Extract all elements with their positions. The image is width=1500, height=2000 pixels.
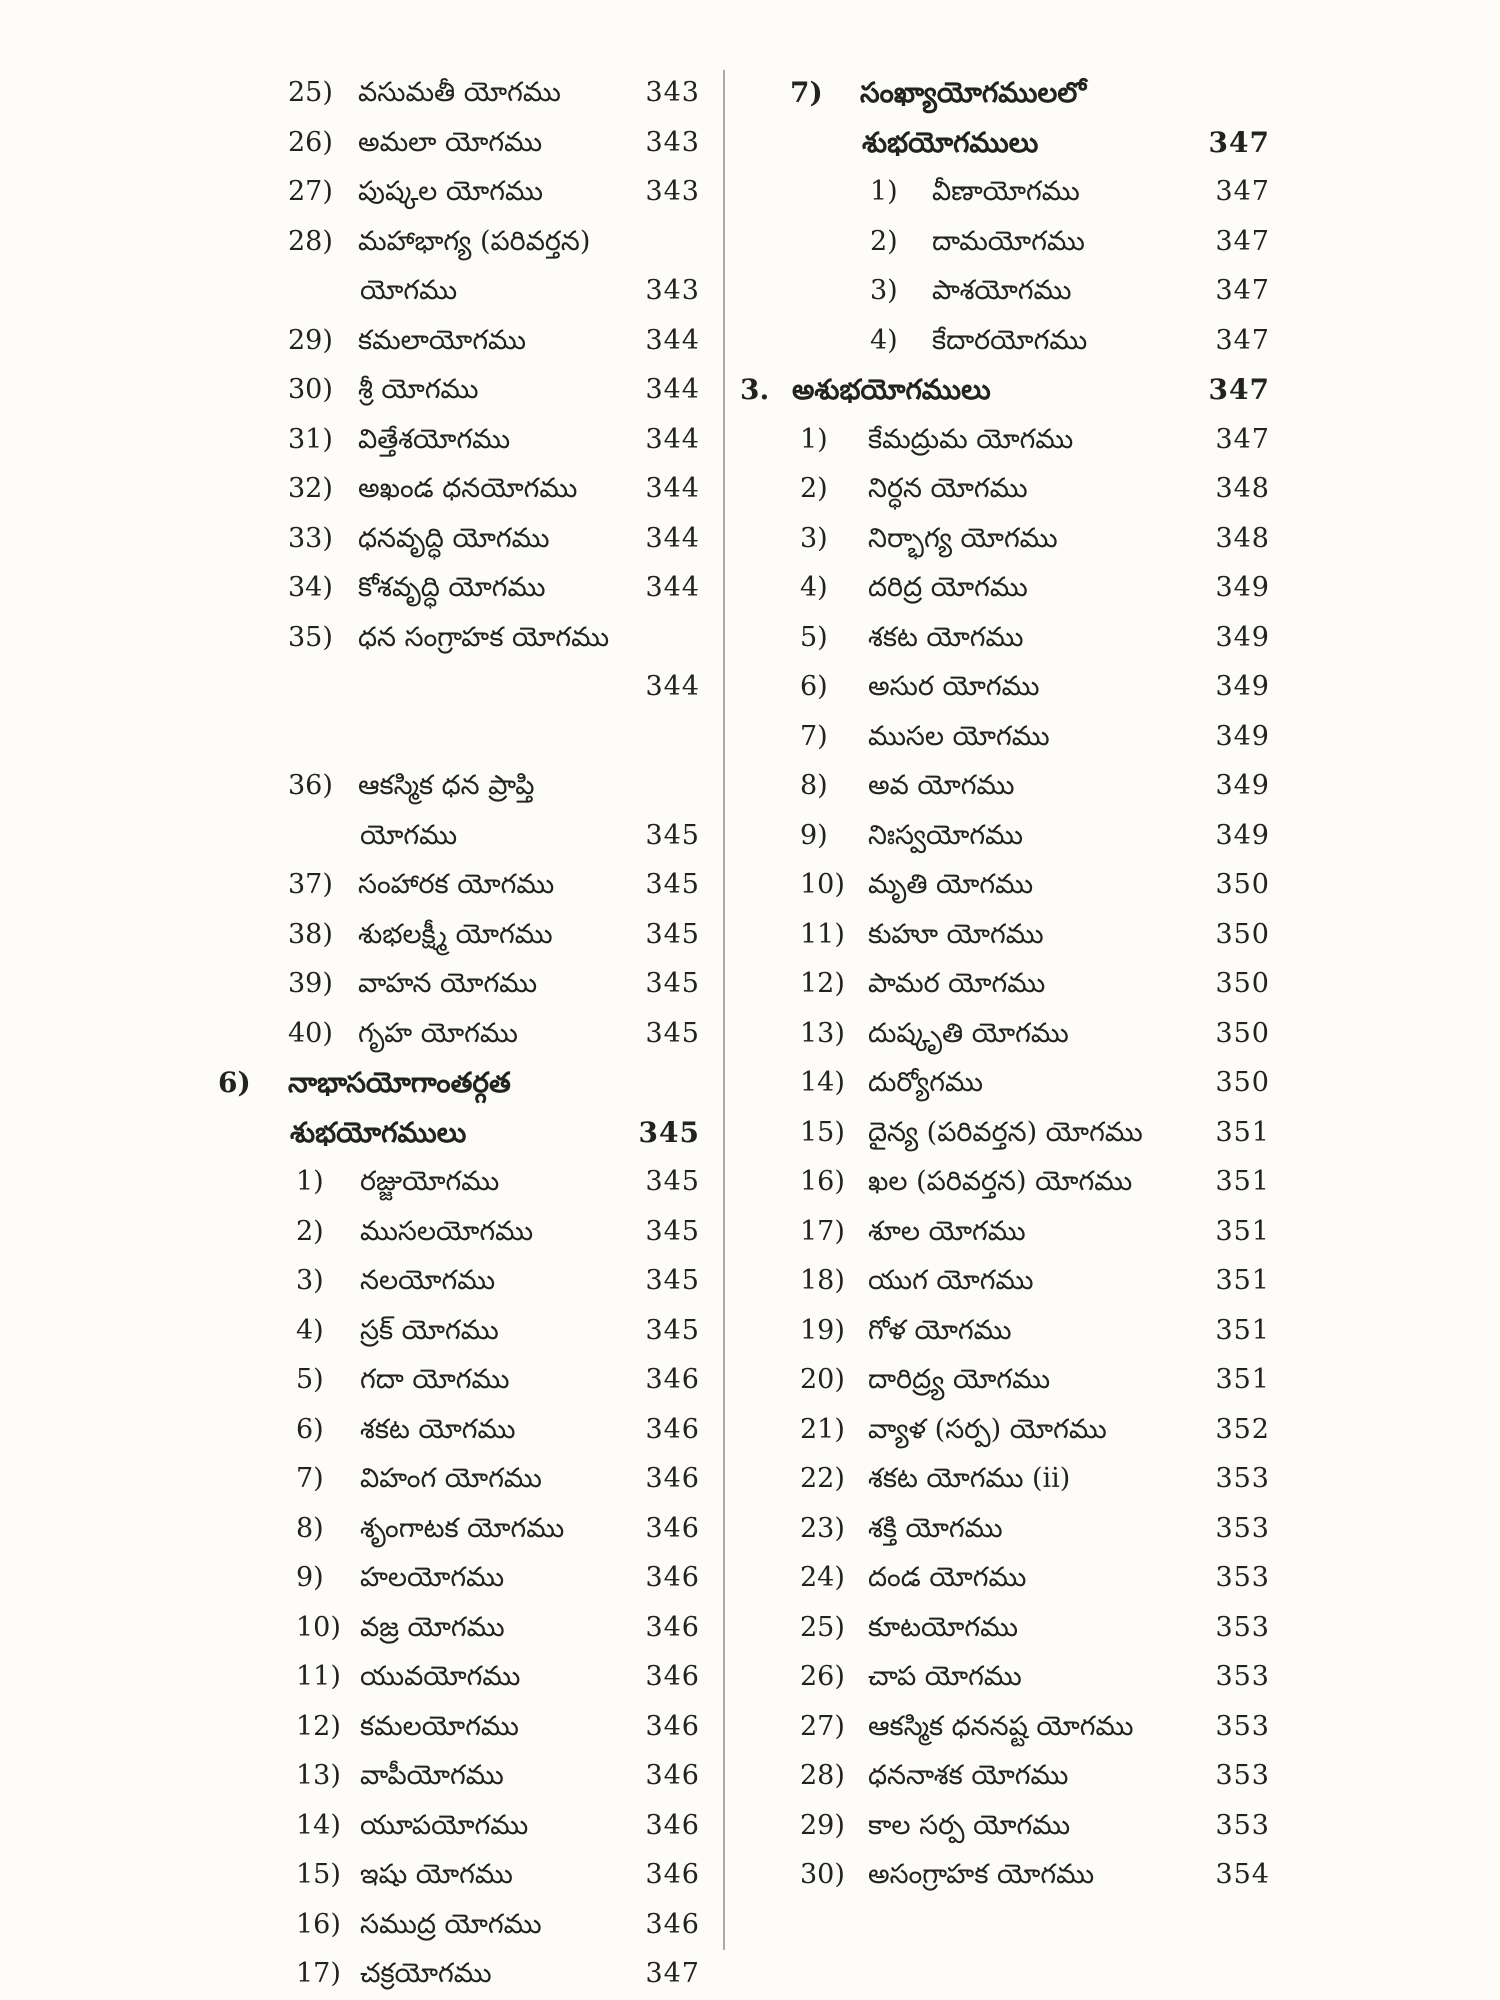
toc-entry: [200, 1504, 700, 1554]
entry-number: 31): [288, 423, 333, 455]
entry-page: 350: [1215, 869, 1270, 900]
entry-title: నిఃస్వయోగము: [868, 819, 1024, 851]
entry-page: 349: [1215, 770, 1270, 801]
entry-page: 354: [1215, 1859, 1270, 1890]
entry-number: 28): [800, 1760, 845, 1791]
entry-title: కమలాయోగము: [358, 324, 526, 356]
toc-entry: [740, 1355, 1270, 1405]
toc-entry: [200, 464, 700, 514]
toc-entry: [200, 1157, 700, 1207]
toc-entry: [740, 613, 1270, 663]
entry-number: 11): [800, 918, 845, 950]
entry-title: శ్రీ యోగము: [358, 374, 479, 405]
toc-entry: [200, 959, 700, 1009]
entry-title: పాశయోగము: [932, 275, 1072, 306]
entry-title: రజ్జుయోగము: [360, 1166, 500, 1197]
entry-page: 351: [1215, 1116, 1270, 1148]
toc-entry: [740, 761, 1270, 811]
entry-title: ఖల (పరివర్తన) యోగము: [868, 1166, 1133, 1197]
entry-title: ఆకస్మిక ధననష్ట యోగము: [868, 1710, 1134, 1742]
entry-number: 34): [288, 572, 333, 603]
toc-entry: [740, 464, 1270, 514]
section-number: 3.: [740, 373, 770, 406]
entry-page: 344: [645, 473, 700, 504]
entry-page: 344: [645, 572, 700, 603]
entry-title: విత్తేశయోగము: [358, 423, 511, 455]
entry-number: 3): [296, 1265, 324, 1296]
entry-number: 27): [800, 1710, 845, 1742]
entry-page: 349: [1215, 621, 1270, 653]
entry-page: 351: [1215, 1265, 1270, 1296]
entry-number: 2): [800, 473, 828, 504]
toc-entry: [740, 1405, 1270, 1455]
entry-number: 25): [288, 77, 333, 108]
entry-number: 26): [800, 1661, 845, 1692]
entry-number: 2): [870, 225, 898, 257]
section-page: 347: [1208, 125, 1270, 159]
toc-entry: [200, 613, 700, 663]
toc-entry: [740, 959, 1270, 1009]
toc-entry: [740, 1702, 1270, 1752]
entry-number: 22): [800, 1463, 845, 1494]
entry-page: 345: [645, 1265, 700, 1296]
entry-page: 348: [1215, 473, 1270, 504]
toc-entry: [200, 1306, 700, 1356]
toc-entry: [740, 1652, 1270, 1702]
left-column: [200, 68, 700, 1999]
entry-title: కాల సర్ప యోగము: [868, 1809, 1071, 1841]
toc-entry: [740, 662, 1270, 712]
entry-number: 7): [800, 720, 828, 752]
entry-title: దుష్కృతి యోగము: [868, 1017, 1069, 1049]
entry-page: 345: [645, 1314, 700, 1346]
entry-page: 347: [1215, 423, 1270, 455]
entry-number: 23): [800, 1512, 845, 1544]
entry-title: వసుమతీ యోగము: [358, 77, 561, 108]
column-divider: [723, 70, 725, 1950]
entry-number: 5): [800, 621, 828, 653]
entry-number: 32): [288, 473, 333, 504]
entry-page: 352: [1215, 1413, 1270, 1445]
entry-title: ధననాశక యోగము: [868, 1760, 1069, 1791]
entry-number: 4): [870, 324, 898, 356]
entry-page: 345: [645, 869, 700, 900]
toc-entry: [200, 1900, 700, 1950]
section-heading: [740, 68, 1270, 118]
toc-entry-continued: [200, 811, 700, 861]
toc-entry: [200, 910, 700, 960]
entry-title: దరిద్ర యోగము: [868, 572, 1028, 603]
entry-number: 28): [288, 225, 333, 257]
entry-number: 30): [800, 1859, 845, 1890]
entry-title: దండ యోగము: [868, 1562, 1027, 1593]
toc-entry: [740, 860, 1270, 910]
entry-title: ఆకస్మిక ధన ప్రాప్తి: [358, 770, 535, 801]
entry-page: 345: [645, 968, 700, 999]
entry-page: 344: [645, 671, 700, 702]
entry-page: 351: [1215, 1166, 1270, 1197]
entry-number: 27): [288, 176, 333, 207]
entry-page: 353: [1215, 1710, 1270, 1742]
entry-title: హలయోగము: [360, 1562, 505, 1593]
entry-page: 351: [1215, 1314, 1270, 1346]
entry-title: ముసల యోగము: [868, 720, 1050, 752]
entry-title: గృహ యోగము: [358, 1017, 518, 1049]
entry-page: 343: [645, 176, 700, 207]
entry-page: 349: [1215, 671, 1270, 702]
toc-entry: [740, 1603, 1270, 1653]
entry-number: 9): [800, 819, 828, 851]
section-number: 7): [790, 76, 823, 109]
toc-entry: [200, 1256, 700, 1306]
entry-number: 6): [296, 1413, 324, 1445]
entry-number: 30): [288, 374, 333, 405]
entry-title: కుహూ యోగము: [868, 918, 1044, 950]
entry-number: 13): [296, 1760, 341, 1791]
entry-title: దుర్యోగము: [868, 1067, 983, 1098]
entry-page: 344: [645, 324, 700, 356]
entry-number: 14): [800, 1067, 845, 1098]
entry-number: 6): [800, 671, 828, 702]
toc-entry: [200, 860, 700, 910]
entry-title: దైన్య (పరివర్తన) యోగము: [868, 1116, 1143, 1148]
section-page: 347: [1208, 373, 1270, 406]
entry-number: 1): [296, 1166, 324, 1197]
entry-page: 353: [1215, 1463, 1270, 1494]
entry-title-continued: యోగము: [360, 275, 458, 306]
toc-entry: [200, 68, 700, 118]
entry-page: 346: [645, 1512, 700, 1544]
entry-title: దారిద్ర్య యోగము: [868, 1364, 1051, 1395]
entry-title: కూటయోగము: [868, 1611, 1019, 1643]
entry-number: 14): [296, 1809, 341, 1841]
toc-entry: [740, 316, 1270, 366]
section-heading-continued: [200, 1108, 700, 1158]
toc-entry: [740, 1058, 1270, 1108]
entry-title-continued: యోగము: [360, 819, 458, 851]
entry-page: 343: [645, 126, 700, 158]
entry-page: 353: [1215, 1611, 1270, 1643]
toc-entry: [740, 167, 1270, 217]
section-title: సంఖ్యాయోగములలో: [860, 76, 1087, 109]
entry-number: 24): [800, 1562, 845, 1593]
entry-title: నిర్భాగ్య యోగము: [868, 522, 1058, 554]
entry-number: 38): [288, 918, 333, 950]
section-page: 345: [638, 1115, 700, 1149]
entry-number: 16): [800, 1166, 845, 1197]
toc-entry: [740, 1108, 1270, 1158]
toc-entry: [740, 563, 1270, 613]
entry-title: కేదారయోగము: [932, 324, 1088, 356]
entry-number: 36): [288, 770, 333, 801]
toc-entry: [740, 712, 1270, 762]
toc-entry: [200, 118, 700, 168]
entry-title: ధనవృద్ధి యోగము: [358, 522, 550, 554]
entry-number: 13): [800, 1017, 845, 1049]
toc-entry: [200, 1009, 700, 1059]
entry-page: 347: [645, 1958, 700, 1989]
toc-entry: [740, 811, 1270, 861]
entry-number: 37): [288, 869, 333, 900]
entry-title: యుగ యోగము: [868, 1265, 1034, 1296]
entry-number: 3): [870, 275, 898, 306]
entry-page: 345: [645, 1215, 700, 1247]
entry-page: 350: [1215, 918, 1270, 950]
entry-number: 8): [296, 1512, 324, 1544]
entry-title: నిర్ధన యోగము: [868, 473, 1028, 504]
toc-entry: [740, 1504, 1270, 1554]
entry-page: 346: [645, 1463, 700, 1494]
entry-title: ముసలయోగము: [360, 1215, 534, 1247]
entry-title: యువయోగము: [360, 1661, 521, 1692]
toc-entry: [200, 1454, 700, 1504]
toc-entry: [200, 1751, 700, 1801]
entry-title: గదా యోగము: [360, 1364, 510, 1395]
entry-number: 9): [296, 1562, 324, 1593]
toc-entry: [200, 1652, 700, 1702]
entry-page: 351: [1215, 1215, 1270, 1247]
toc-entry: [740, 514, 1270, 564]
entry-title: వీణాయోగము: [932, 176, 1080, 207]
entry-page: 353: [1215, 1562, 1270, 1593]
entry-number: 26): [288, 126, 333, 158]
entry-title: శకట యోగము (ii): [868, 1463, 1071, 1494]
entry-page: 350: [1215, 1017, 1270, 1049]
entry-page: 348: [1215, 522, 1270, 554]
toc-entry: [200, 1355, 700, 1405]
entry-number: 4): [296, 1314, 324, 1346]
entry-title: స్రక్ యోగము: [360, 1314, 499, 1346]
entry-number: 40): [288, 1017, 333, 1049]
entry-number: 2): [296, 1215, 324, 1247]
entry-page: 344: [645, 423, 700, 455]
entry-title: వాహన యోగము: [358, 968, 538, 999]
entry-title: ధన సంగ్రాహక యోగము: [358, 621, 610, 653]
entry-page: 343: [645, 275, 700, 306]
entry-title: శక్తి యోగము: [868, 1512, 1003, 1544]
toc-entry: [200, 761, 700, 811]
entry-title: అసుర యోగము: [868, 671, 1040, 702]
entry-number: 3): [800, 522, 828, 554]
entry-title: అవ యోగము: [868, 770, 1015, 801]
entry-page: 344: [645, 522, 700, 554]
right-column: [740, 68, 1270, 1900]
entry-page: 344: [645, 374, 700, 405]
entry-page: 346: [645, 1413, 700, 1445]
toc-entry: [740, 910, 1270, 960]
entry-page: 350: [1215, 968, 1270, 999]
entry-title: గోళ యోగము: [868, 1314, 1012, 1346]
entry-page: 353: [1215, 1512, 1270, 1544]
entry-number: 10): [296, 1611, 341, 1643]
entry-number: 21): [800, 1413, 845, 1445]
entry-page: 349: [1215, 572, 1270, 603]
entry-number: 8): [800, 770, 828, 801]
entry-title: కోశవృద్ధి యోగము: [358, 572, 546, 603]
entry-page: 353: [1215, 1809, 1270, 1841]
entry-title: శూల యోగము: [868, 1215, 1026, 1247]
toc-entry: [740, 1751, 1270, 1801]
entry-title: వజ్ర యోగము: [360, 1611, 505, 1643]
entry-title: దామయోగము: [932, 225, 1085, 257]
entry-page: 346: [645, 1661, 700, 1692]
entry-title: శకట యోగము: [868, 621, 1024, 653]
entry-page: 346: [645, 1710, 700, 1742]
toc-entry: [740, 1850, 1270, 1900]
entry-page: 346: [645, 1562, 700, 1593]
entry-page: 346: [645, 1364, 700, 1395]
section-title-continued: శుభయోగములు: [862, 125, 1039, 159]
entry-page: 345: [645, 819, 700, 851]
entry-page: 347: [1215, 275, 1270, 306]
toc-entry: [200, 1949, 700, 1999]
entry-page: 345: [645, 918, 700, 950]
toc-entry: [200, 514, 700, 564]
toc-entry: [740, 1306, 1270, 1356]
entry-number: 29): [288, 324, 333, 356]
toc-entry: [740, 266, 1270, 316]
entry-page: 347: [1215, 225, 1270, 257]
entry-title: శకట యోగము: [360, 1413, 516, 1445]
entry-page: 349: [1215, 819, 1270, 851]
entry-page: 351: [1215, 1364, 1270, 1395]
entry-title: విహంగ యోగము: [360, 1463, 542, 1494]
entry-title: సంహారక యోగము: [358, 869, 555, 900]
entry-title: వ్యాళ (సర్ప) యోగము: [868, 1413, 1107, 1445]
entry-title: మహాభాగ్య (పరివర్తన): [358, 225, 591, 257]
toc-entry: [200, 1603, 700, 1653]
toc-entry: [740, 415, 1270, 465]
entry-number: 16): [296, 1908, 341, 1940]
entry-number: 39): [288, 968, 333, 999]
entry-page: 346: [645, 1760, 700, 1791]
toc-entry: [200, 415, 700, 465]
toc-entry: [740, 1207, 1270, 1257]
section-title-continued: శుభయోగములు: [290, 1115, 467, 1149]
toc-entry: [200, 1801, 700, 1851]
entry-number: 35): [288, 621, 333, 653]
toc-entry: [200, 563, 700, 613]
entry-number: 11): [296, 1661, 341, 1692]
entry-number: 29): [800, 1809, 845, 1841]
toc-entry: [200, 1405, 700, 1455]
entry-title: చాప యోగము: [868, 1661, 1022, 1692]
entry-number: 7): [296, 1463, 324, 1494]
entry-number: 20): [800, 1364, 845, 1395]
entry-title: అమలా యోగము: [358, 126, 543, 158]
toc-entry: [740, 1801, 1270, 1851]
entry-title: చక్రయోగము: [360, 1958, 492, 1989]
toc-entry: [200, 1850, 700, 1900]
entry-page: 353: [1215, 1760, 1270, 1791]
toc-entry: [200, 316, 700, 366]
entry-page: 343: [645, 77, 700, 108]
entry-number: 18): [800, 1265, 845, 1296]
entry-number: 33): [288, 522, 333, 554]
entry-title: పామర యోగము: [868, 968, 1046, 999]
entry-number: 15): [800, 1116, 845, 1148]
entry-number: 1): [800, 423, 828, 455]
entry-page: 346: [645, 1859, 700, 1890]
entry-title: మృతి యోగము: [868, 869, 1034, 900]
entry-page: 349: [1215, 720, 1270, 752]
toc-entry: [740, 1553, 1270, 1603]
toc-entry: [740, 1454, 1270, 1504]
entry-title: అఖండ ధనయోగము: [358, 473, 578, 504]
entry-title: యూపయోగము: [360, 1809, 529, 1841]
section-heading: [740, 365, 1270, 415]
entry-number: 12): [296, 1710, 341, 1742]
entry-title: శృంగాటక యోగము: [360, 1512, 565, 1544]
entry-number: 1): [870, 176, 898, 207]
entry-page: 345: [645, 1166, 700, 1197]
entry-title: కమలయోగము: [360, 1710, 519, 1742]
entry-title: వాపీయోగము: [360, 1760, 504, 1791]
entry-page: 347: [1215, 176, 1270, 207]
toc-entry: [200, 1553, 700, 1603]
entry-title: అసంగ్రాహక యోగము: [868, 1859, 1095, 1890]
entry-title: నలయోగము: [360, 1265, 496, 1296]
entry-number: 15): [296, 1859, 341, 1890]
toc-entry: [740, 1009, 1270, 1059]
entry-number: 10): [800, 869, 845, 900]
toc-entry: [200, 365, 700, 415]
toc-entry: [740, 217, 1270, 267]
toc-entry: [740, 1157, 1270, 1207]
section-title: నాభాసయోగాంతర్గత: [288, 1066, 511, 1099]
section-heading-continued: [740, 118, 1270, 168]
entry-title: శుభలక్ష్మీ యోగము: [358, 918, 553, 950]
entry-page: 346: [645, 1611, 700, 1643]
entry-number: 19): [800, 1314, 845, 1346]
toc-entry: [740, 1256, 1270, 1306]
entry-number: 25): [800, 1611, 845, 1643]
entry-page: 347: [1215, 324, 1270, 356]
entry-number: 17): [800, 1215, 845, 1247]
entry-title: సముద్ర యోగము: [360, 1908, 542, 1940]
entry-page: 346: [645, 1809, 700, 1841]
toc-entry: [200, 167, 700, 217]
entry-number: 17): [296, 1958, 341, 1989]
entry-page: 353: [1215, 1661, 1270, 1692]
toc-entry-continued: [200, 662, 700, 712]
toc-entry-continued: [200, 266, 700, 316]
entry-page: 346: [645, 1908, 700, 1940]
entry-page: 345: [645, 1017, 700, 1049]
entry-number: 4): [800, 572, 828, 603]
section-title: అశుభయోగములు: [792, 373, 991, 406]
toc-entry: [200, 217, 700, 267]
entry-number: 5): [296, 1364, 324, 1395]
toc-entry: [200, 1207, 700, 1257]
entry-page: 350: [1215, 1067, 1270, 1098]
entry-number: 12): [800, 968, 845, 999]
entry-title: పుష్కల యోగము: [358, 176, 543, 207]
spacer: [200, 712, 700, 762]
entry-title: ఇషు యోగము: [360, 1859, 513, 1890]
section-heading: [200, 1058, 700, 1108]
entry-title: కేమద్రుమ యోగము: [868, 423, 1074, 455]
section-number: 6): [218, 1066, 251, 1099]
toc-entry: [200, 1702, 700, 1752]
